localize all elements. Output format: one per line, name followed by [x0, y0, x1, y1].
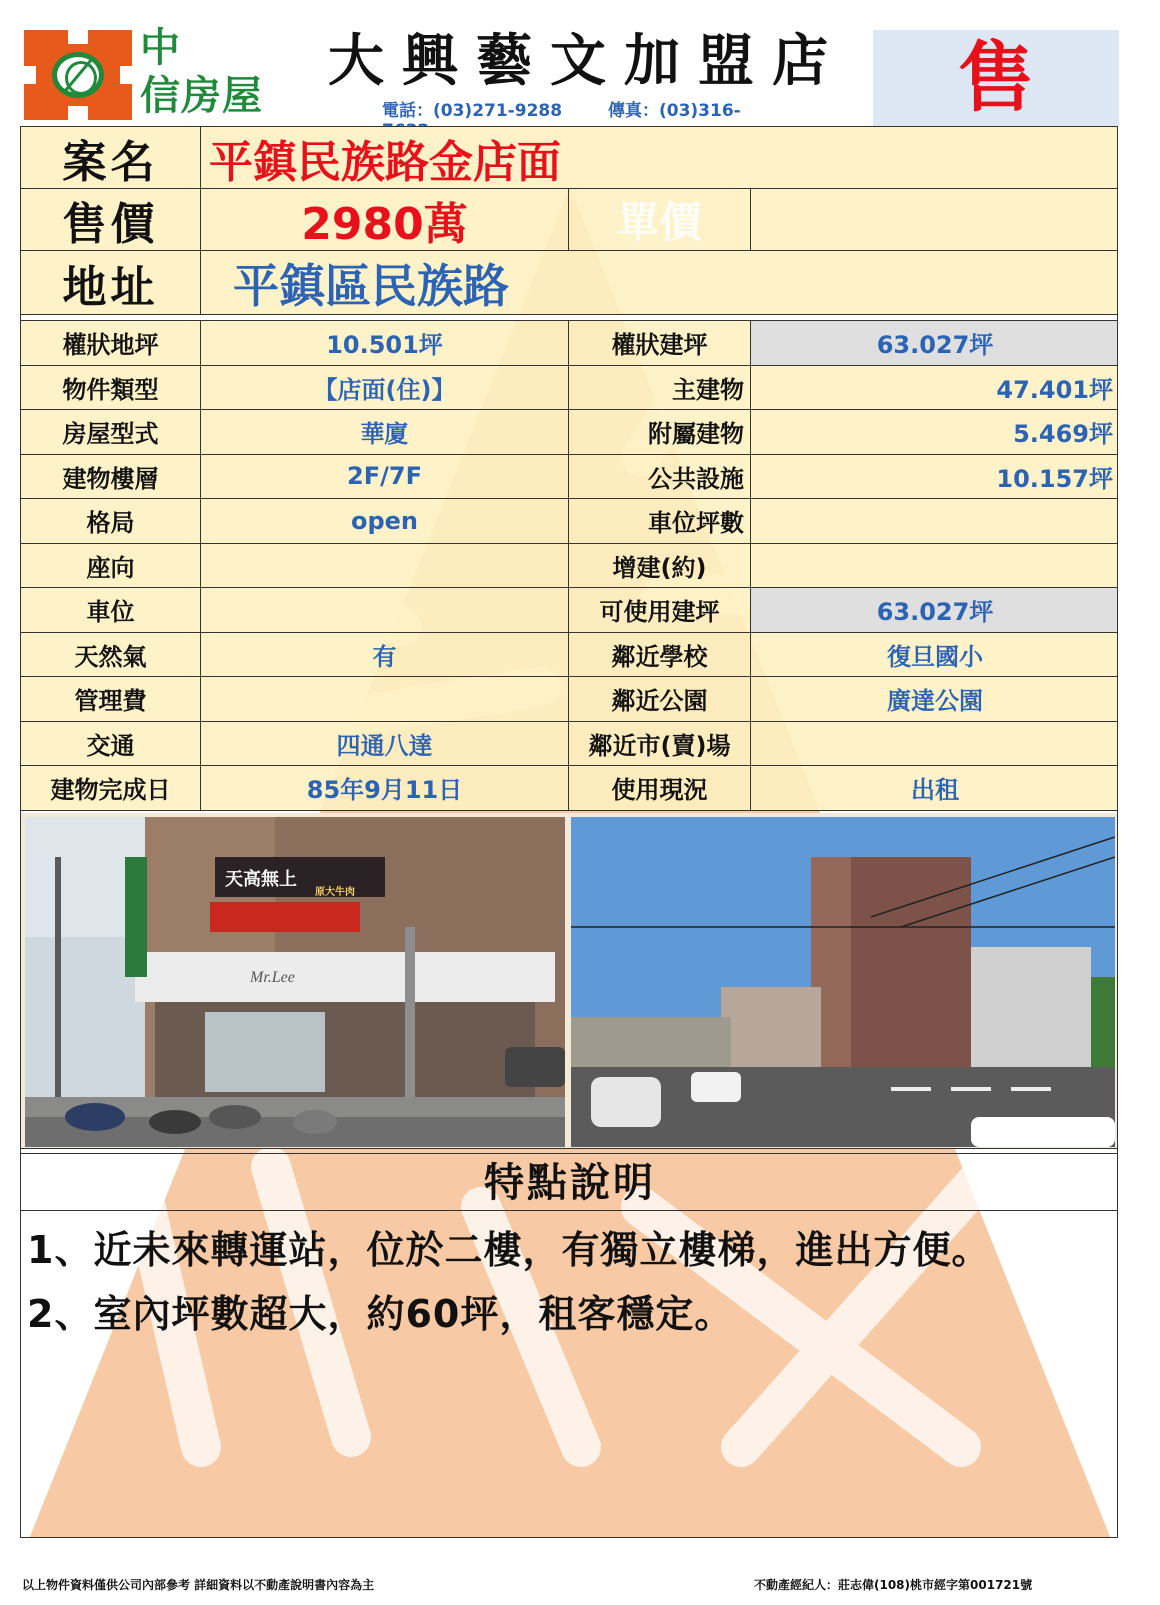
detail-label: 權狀地坪: [62, 331, 159, 360]
unit-price-label: 單價: [617, 197, 702, 247]
detail-label: 主建物: [672, 375, 744, 404]
fax-number: 傳真：(03)316-: [607, 101, 741, 121]
detail-label: 天然氣: [74, 642, 147, 671]
photo-strip: [21, 813, 1118, 1149]
feature-item: 1、近未來轉運站，位於二樓，有獨立樓梯，進出方便。: [27, 1228, 991, 1272]
detail-label: 交通: [86, 731, 135, 760]
sale-badge: [873, 30, 1119, 126]
sale-badge-text: 售: [958, 33, 1034, 122]
listing-sheet: [20, 126, 1118, 1538]
detail-value: 10.501坪: [326, 331, 443, 360]
street-view-photo: [571, 817, 1115, 1147]
features-title: 特點說明: [21, 1153, 1118, 1211]
detail-value: 63.027坪: [876, 598, 994, 627]
detail-row: [21, 410, 1118, 455]
detail-value: 出租: [911, 776, 959, 805]
address-value: 平鎮區民族路: [233, 258, 509, 313]
price-label: 售價: [62, 198, 159, 250]
phone-number: 電話：(03)271-9288: [382, 101, 563, 121]
footer-agent-license: 不動產經紀人：莊志偉(108)桃市經字第001721號: [754, 1578, 1033, 1592]
footer-disclaimer: 以上物件資料僅供公司內部參考 詳細資料以不動產說明書內容為主: [22, 1578, 375, 1592]
detail-value: open: [350, 506, 419, 535]
detail-label: 權狀建坪: [611, 331, 708, 360]
restaurant-sign: 天高無上: [225, 869, 297, 889]
restaurant-sign-sub: 原大牛肉: [315, 887, 355, 898]
detail-value: 63.027坪: [876, 331, 994, 360]
detail-label: 房屋型式: [62, 420, 159, 449]
detail-row: [21, 633, 1118, 678]
shop-name: 大興藝文加盟店: [328, 29, 846, 94]
header: [22, 25, 1142, 126]
cafe-logo: Mr.Lee: [250, 969, 295, 986]
detail-label: 車位坪數: [648, 509, 744, 538]
detail-value: 47.401坪: [996, 375, 1113, 404]
detail-value: 10.157坪: [996, 464, 1113, 493]
detail-value: 復旦國小: [887, 642, 983, 671]
detail-value: 【店面(住)】: [313, 375, 456, 404]
detail-label: 附屬建物: [648, 420, 744, 449]
detail-value: 5.469坪: [1013, 420, 1113, 449]
detail-label: 鄰近學校: [611, 642, 708, 671]
detail-label: 可使用建坪: [599, 598, 720, 627]
feature-item: 2、室內坪數超大，約60坪，租客穩定。: [27, 1292, 734, 1336]
detail-row: [21, 321, 1118, 366]
detail-row: [21, 544, 1118, 589]
globe-icon: [52, 52, 104, 98]
detail-value: 四通八達: [336, 731, 433, 760]
detail-value: 廣達公園: [887, 687, 983, 716]
address-row: [21, 251, 1118, 315]
detail-label: 座向: [86, 553, 135, 582]
detail-row: [21, 677, 1118, 722]
price-value: 2980萬: [301, 198, 468, 250]
detail-label: 鄰近市(賣)場: [588, 731, 731, 760]
detail-label: 公共設施: [648, 464, 744, 493]
detail-value: 2F/7F: [347, 462, 422, 491]
detail-value: 85年9月11日: [306, 776, 463, 805]
detail-value: 華廈: [360, 420, 409, 449]
case-name-row: [21, 127, 1118, 189]
detail-row: [21, 588, 1118, 633]
detail-row: [21, 366, 1118, 411]
detail-row: [21, 455, 1118, 500]
logo-text-line2: 信房屋: [140, 73, 263, 119]
detail-label: 管理費: [74, 687, 147, 716]
logo-text-line1: 中: [140, 25, 180, 71]
detail-label: 增建(約): [612, 553, 707, 582]
storefront-photo: [25, 817, 565, 1147]
detail-label: 物件類型: [62, 375, 159, 404]
address-label: 地址: [62, 261, 159, 313]
detail-label: 格局: [86, 509, 135, 538]
detail-label: 建物樓層: [62, 464, 159, 493]
detail-label: 車位: [86, 598, 135, 627]
detail-label: 鄰近公園: [611, 687, 708, 716]
detail-row: [21, 499, 1118, 544]
detail-row: [21, 766, 1118, 811]
detail-label: 建物完成日: [50, 776, 171, 805]
company-logo: [24, 30, 132, 120]
case-name-label: 案名: [62, 136, 159, 188]
case-name-value: 平鎮民族路金店面: [209, 136, 561, 188]
detail-label: 使用現況: [611, 776, 708, 805]
price-row: [21, 189, 1118, 251]
detail-row: [21, 722, 1118, 767]
detail-value: 有: [372, 642, 397, 671]
